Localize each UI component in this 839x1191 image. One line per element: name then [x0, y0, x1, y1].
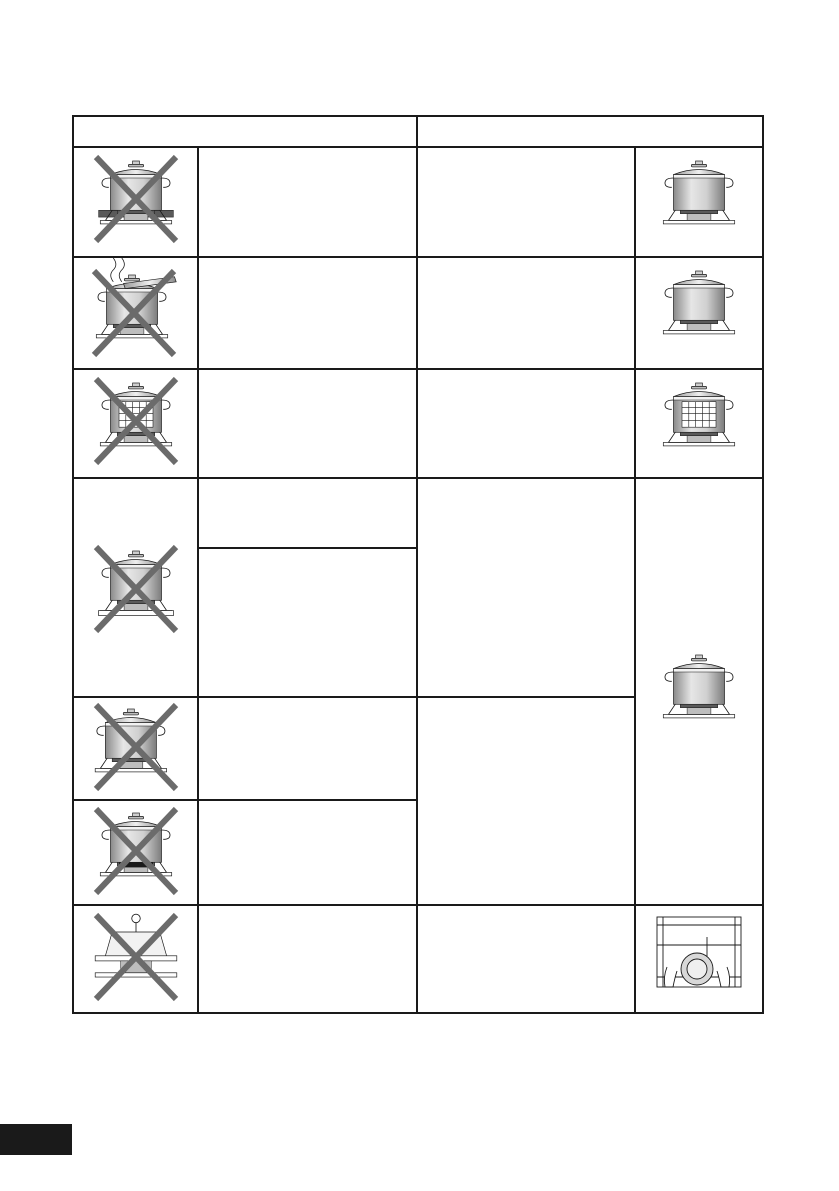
row-6-wrong-icon — [96, 809, 176, 893]
troubleshooting-table — [72, 115, 764, 1015]
row-2-wrong-icon — [94, 258, 176, 355]
page-tab-marker — [0, 1124, 72, 1155]
row-3-wrong-icon — [96, 379, 176, 463]
row-3-right-icon — [663, 383, 734, 446]
row-4-wrong-icon — [96, 547, 176, 631]
row-2-right-icon — [663, 271, 734, 334]
row-7-right-icon — [657, 917, 741, 987]
row-5-wrong-icon — [95, 705, 176, 789]
row-7-wrong-icon — [95, 914, 177, 999]
table-grid — [73, 116, 763, 1013]
row-1-wrong-icon — [96, 157, 176, 241]
row-1-right-icon — [663, 161, 734, 224]
row-4-right-icon — [663, 655, 734, 718]
